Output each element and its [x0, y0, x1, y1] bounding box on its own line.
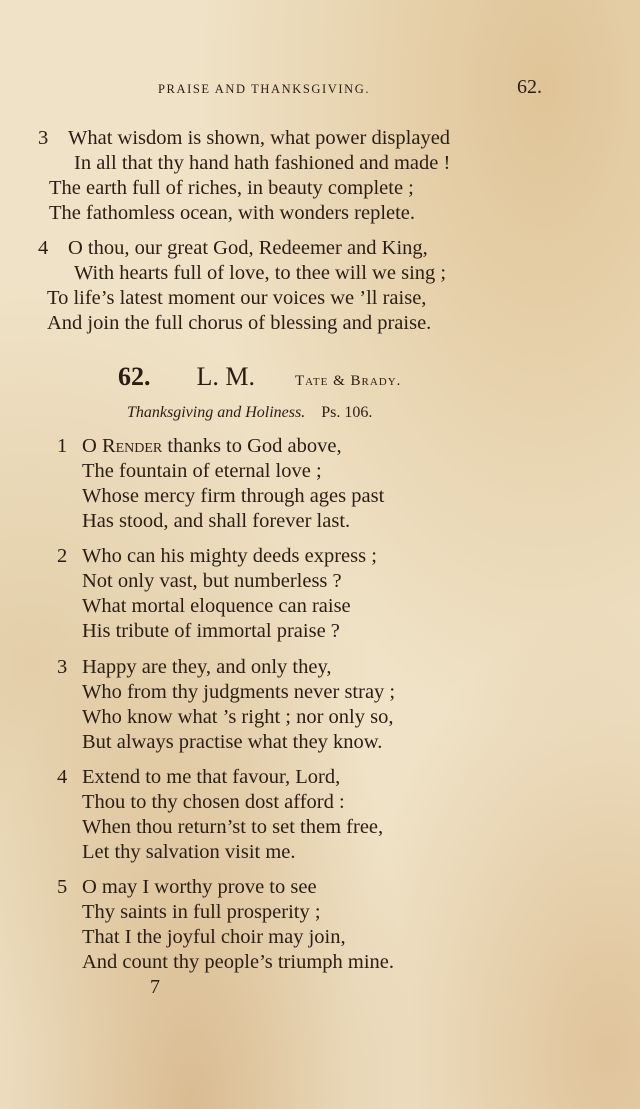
stanza-5 [57, 875, 394, 975]
stanza-line: What mortal eloquence can raise [82, 595, 351, 617]
stanza-line: The fathomless ocean, with wonders replete. [49, 202, 416, 224]
stanza-line: Who know what ’s right ; nor only so, [82, 706, 394, 728]
hymn-author: Tate & Brady. [295, 373, 402, 389]
prev-stanza-4 [38, 236, 446, 336]
stanza-line: That I the joyful choir may join, [82, 926, 346, 948]
stanza-number: 3 [57, 656, 68, 678]
stanza-line: To life’s latest moment our voices we ’ll raise, [47, 287, 427, 309]
prev-stanza-3 [38, 126, 450, 226]
signature-mark: 7 [150, 976, 160, 998]
stanza-3 [57, 655, 395, 755]
stanza-line: But always practise what they know. [82, 731, 383, 753]
stanza-line: 2 Who can his mighty deeds express ; [57, 545, 377, 567]
hymn-subtitle [127, 404, 372, 422]
stanza-line: Who from thy judgments never stray ; [82, 681, 396, 703]
stanza-number: 5 [57, 876, 68, 898]
small-caps-word: Render [101, 435, 163, 457]
stanza-1 [57, 434, 384, 534]
stanza-line: Thy saints in full prosperity ; [82, 901, 321, 923]
stanza-line: And count thy people’s triumph mine. [82, 951, 395, 973]
hymn-header [118, 362, 401, 392]
stanza-line: 4 Extend to me that favour, Lord, [57, 766, 341, 788]
stanza-line: Let thy salvation visit me. [82, 841, 296, 863]
stanza-line: Whose mercy firm through ages past [82, 485, 385, 507]
hymn-number: 62. [118, 362, 151, 391]
stanza-line: 5 O may I worthy prove to see [57, 876, 317, 898]
stanza-number: 2 [57, 545, 68, 567]
page-number: 62. [517, 76, 542, 98]
scripture-reference: Ps. 106. [321, 404, 373, 421]
stanza-number: 1 [57, 435, 68, 457]
stanza-line: When thou return’st to set them free, [82, 816, 384, 838]
stanza-line: 4 O thou, our great God, Redeemer and King, [38, 237, 428, 259]
running-head: PRAISE AND THANKSGIVING. [158, 82, 371, 96]
stanza-line: With hearts full of love, to thee will we sing ; [74, 262, 447, 284]
stanza-2 [57, 544, 377, 644]
stanza-4 [57, 765, 383, 865]
stanza-line: Has stood, and shall forever last. [82, 510, 351, 532]
hymn-meter: L. M. [196, 362, 255, 391]
stanza-line: His tribute of immortal praise ? [82, 620, 340, 642]
stanza-line: In all that thy hand hath fashioned and made ! [74, 152, 451, 174]
hymn-title: Thanksgiving and Holiness. [127, 404, 306, 421]
stanza-line: Not only vast, but numberless ? [82, 570, 342, 592]
stanza-line: The earth full of riches, in beauty complete ; [49, 177, 414, 199]
stanza-line: 3 Happy are they, and only they, [57, 656, 332, 678]
stanza-line: And join the full chorus of blessing and praise. [47, 312, 432, 334]
stanza-number: 4 [57, 766, 68, 788]
stanza-number: 3 [38, 127, 49, 149]
stanza-line: The fountain of eternal love ; [82, 460, 322, 482]
stanza-line: Thou to thy chosen dost afford : [82, 791, 345, 813]
stanza-number: 4 [38, 237, 49, 259]
stanza-line: 1 O Render thanks to God above, [57, 435, 342, 457]
stanza-line: 3 What wisdom is shown, what power displayed [38, 127, 451, 149]
